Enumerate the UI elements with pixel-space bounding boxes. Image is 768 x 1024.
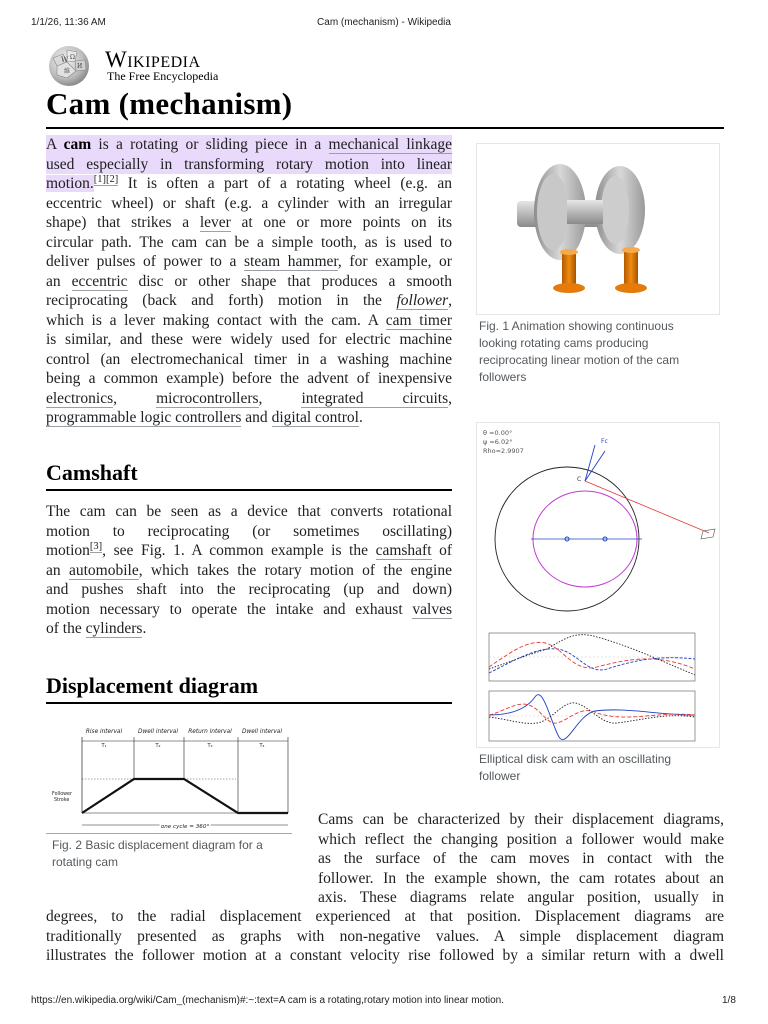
wikipedia-globe-logo[interactable] xyxy=(45,44,93,88)
readout-psi: ψ =6.02° xyxy=(483,438,513,446)
bold-term: cam xyxy=(63,136,92,153)
text-highlight xyxy=(46,135,452,155)
text-run: motion xyxy=(46,542,90,559)
fig1-caption: Fig. 1 Animation showing continuous looking rotating cams producing reciprocating linear motion of the cam followers xyxy=(479,319,680,384)
text-line xyxy=(46,311,452,331)
text-line xyxy=(318,849,724,869)
text-line xyxy=(318,830,724,850)
fig1-cams-image xyxy=(476,143,720,315)
displacement-diagram-graphic xyxy=(46,721,292,833)
text-run: , xyxy=(448,389,452,407)
text-run: circular path. The cam can be a simple tooth, as is used to xyxy=(46,233,452,251)
text-line xyxy=(318,869,724,889)
text-run: is a rotating or sliding piece in a xyxy=(91,136,329,153)
print-page-title: Cam (mechanism) - Wikipedia xyxy=(317,17,451,28)
cycle-label: one cycle = 360° xyxy=(160,824,210,830)
intro-paragraph xyxy=(46,135,452,428)
readout-rho: Rho=2.9907 xyxy=(483,447,524,455)
camshaft-rule xyxy=(46,489,452,491)
rotating-cams-illustration xyxy=(477,144,719,314)
text-run: , see Fig. 1. A common example is the xyxy=(102,542,376,559)
text-line xyxy=(46,522,452,542)
wikipedia-wordmark[interactable]: Wikipedia xyxy=(105,47,201,72)
interval-label-1: Rise interval xyxy=(85,729,123,735)
text-line xyxy=(46,291,452,311)
text-run: Cams can be characterized by their displacement diagrams, xyxy=(318,811,724,828)
y-axis-label-stroke: Stroke xyxy=(54,798,70,803)
link-eccentric[interactable]: eccentric xyxy=(71,272,128,290)
elliptical-cam-animation xyxy=(477,423,719,747)
link-integrated-circuits[interactable]: integrated circuits xyxy=(301,389,449,407)
text-run: used especially in transforming rotary motion into linear xyxy=(46,155,452,173)
text-run: motion to reciprocating (or sometimes oscillating) xyxy=(46,522,452,540)
text-line xyxy=(46,408,452,428)
text-run: motion necessary to operate the intake and exhaust xyxy=(46,600,413,618)
text-line xyxy=(46,369,452,389)
text-run: disc or other shape that produces a smooth xyxy=(127,272,452,290)
text-line xyxy=(46,213,452,233)
interval-t4: T₄ xyxy=(259,743,265,749)
svg-text:W: W xyxy=(61,56,69,64)
title-rule xyxy=(46,127,724,129)
text-run: and xyxy=(241,409,272,426)
link-automobile[interactable]: automobile xyxy=(68,561,139,579)
text-run: , which takes the rotary motion of the engine xyxy=(138,561,452,579)
text-line xyxy=(46,174,452,194)
link-electronics[interactable]: electronics xyxy=(46,389,114,407)
link-programmable-logic-controllers[interactable]: programmable logic controllers xyxy=(46,409,242,426)
text-run: A xyxy=(46,136,64,153)
print-page-number: 1/8 xyxy=(722,995,736,1006)
displacement-curve xyxy=(82,779,288,813)
text-run: being a common example) before the advent of inexpensive xyxy=(46,370,452,387)
link-valves[interactable]: valves xyxy=(412,600,452,618)
svg-text:維: 維 xyxy=(64,68,71,75)
link-steam-hammer[interactable]: steam hammer xyxy=(244,253,338,270)
text-line xyxy=(46,155,452,175)
text-line xyxy=(318,810,724,830)
text-run: illustrates the follower motion at a constant velocity rise followed by a similar return with a dwell xyxy=(46,947,724,964)
text-run: which is a lever making contact with the cam. A xyxy=(46,311,386,329)
print-url: https://en.wikipedia.org/wiki/Cam_(mechanism)#:~:text=A cam is a rotating,rotary motion into linear motion. xyxy=(31,995,504,1006)
camshaft-paragraph xyxy=(46,502,452,639)
link-cylinders[interactable]: cylinders xyxy=(85,620,143,637)
text-run: an xyxy=(46,272,72,290)
text-run: which reflect the changing position a follower would make xyxy=(318,830,724,848)
displacement-paragraph-side xyxy=(318,810,724,908)
text-run: control (an electromechanical timer in a washing machine xyxy=(46,350,452,368)
text-run: shape) that strikes a xyxy=(46,214,200,231)
puzzle-globe-icon xyxy=(45,44,93,88)
text-run: as the surface of the cam moves in contact with the xyxy=(318,850,724,867)
text-line xyxy=(46,502,452,522)
fig2-displacement-diagram xyxy=(46,721,292,833)
text-line xyxy=(46,135,452,155)
plot1-frame xyxy=(489,633,695,681)
text-run: of the xyxy=(46,620,86,637)
text-line xyxy=(46,233,452,253)
fig2-caption: Fig. 2 Basic displacement diagram for a rotating cam xyxy=(52,838,263,869)
text-run: traditionally presented as graphs with non-negative values. A simple displacement diagram xyxy=(46,927,724,945)
link-mechanical-linkage[interactable]: mechanical linkage xyxy=(328,136,452,153)
text-line xyxy=(46,600,452,620)
interval-label-3: Return interval xyxy=(188,729,232,735)
text-run: It is often a part of a rotating wheel (e.g. an xyxy=(118,175,452,192)
text-run: eccentric wheel) or shaft (e.g. a cylinder with an irregular xyxy=(46,194,452,212)
text-line xyxy=(46,194,452,214)
interval-t3: T₃ xyxy=(207,743,213,749)
wikipedia-tagline: The Free Encyclopedia xyxy=(107,69,219,83)
text-run: The cam can be seen as a device that converts rotational xyxy=(46,503,452,520)
text-line xyxy=(46,272,452,292)
text-line xyxy=(46,389,452,409)
text-line xyxy=(46,330,452,350)
svg-text:Ω: Ω xyxy=(70,54,75,61)
section-heading-displacement: Displacement diagram xyxy=(46,673,259,698)
contact-label: C xyxy=(577,476,582,483)
citation-link[interactable]: [3] xyxy=(89,540,103,552)
force-label: Fc xyxy=(601,438,608,445)
interval-label-2: Dwell interval xyxy=(138,729,178,735)
text-run: deliver pulses of power to a xyxy=(46,253,244,270)
text-run: , xyxy=(113,389,157,407)
follower-arm xyxy=(585,481,709,533)
displacement-paragraph-full xyxy=(46,907,724,966)
text-run: , xyxy=(258,389,302,407)
displacement-rule xyxy=(46,702,452,704)
text-run: an xyxy=(46,561,69,579)
text-line xyxy=(46,946,724,966)
interval-label-4: Dwell interval xyxy=(242,729,282,735)
text-run: axis. These diagrams relate angular position, usually in xyxy=(318,889,724,906)
text-run: and pushes shaft into the reciprocating (up and down) xyxy=(46,581,452,598)
page-title: Cam (mechanism) xyxy=(46,86,293,121)
print-datetime: 1/1/26, 11:36 AM xyxy=(31,17,106,28)
text-run: is similar, and these were widely used for electric machine xyxy=(46,331,452,348)
text-line xyxy=(46,927,724,947)
link-microcontrollers[interactable]: microcontrollers xyxy=(156,389,259,407)
link-cam-timer[interactable]: cam timer xyxy=(385,311,452,329)
text-line xyxy=(46,252,452,272)
text-line xyxy=(46,561,452,581)
citation-link[interactable]: [1][2] xyxy=(93,173,119,185)
text-run: of xyxy=(431,542,452,559)
elliptical-cam-caption: Elliptical disk cam with an oscillating follower xyxy=(479,752,672,783)
text-run: at one or more points on its xyxy=(230,214,452,231)
text-line xyxy=(46,619,452,639)
interval-t2: T₂ xyxy=(155,743,161,749)
section-heading-camshaft: Camshaft xyxy=(46,460,138,485)
y-axis-label-follower: Follower xyxy=(52,792,72,797)
text-run: , for example, or xyxy=(337,253,452,270)
text-run: . xyxy=(358,409,363,426)
readout-theta: θ =0.00° xyxy=(483,429,513,437)
link-camshaft[interactable]: camshaft xyxy=(375,542,432,559)
link-digital-control[interactable]: digital control xyxy=(271,409,359,426)
svg-text:И: И xyxy=(77,63,83,70)
text-run: , xyxy=(448,292,452,309)
text-line xyxy=(318,888,724,908)
text-line xyxy=(46,907,724,927)
link-lever[interactable]: lever xyxy=(199,214,231,231)
text-highlight xyxy=(46,155,452,175)
text-line xyxy=(46,580,452,600)
text-run: reciprocating (back and forth) motion in the xyxy=(46,292,397,309)
text-run: . xyxy=(142,620,147,637)
link-follower[interactable]: follower xyxy=(396,292,449,309)
text-run: degrees, to the radial displacement experienced at that position. Displacement diagrams are xyxy=(46,908,724,925)
interval-t1: T₁ xyxy=(101,743,107,749)
text-line xyxy=(46,350,452,370)
text-line xyxy=(46,541,452,561)
elliptical-cam-figure xyxy=(476,422,720,748)
text-run: follower. In the example shown, the cam rotates about an xyxy=(318,869,724,887)
text-run: motion. xyxy=(46,175,94,192)
